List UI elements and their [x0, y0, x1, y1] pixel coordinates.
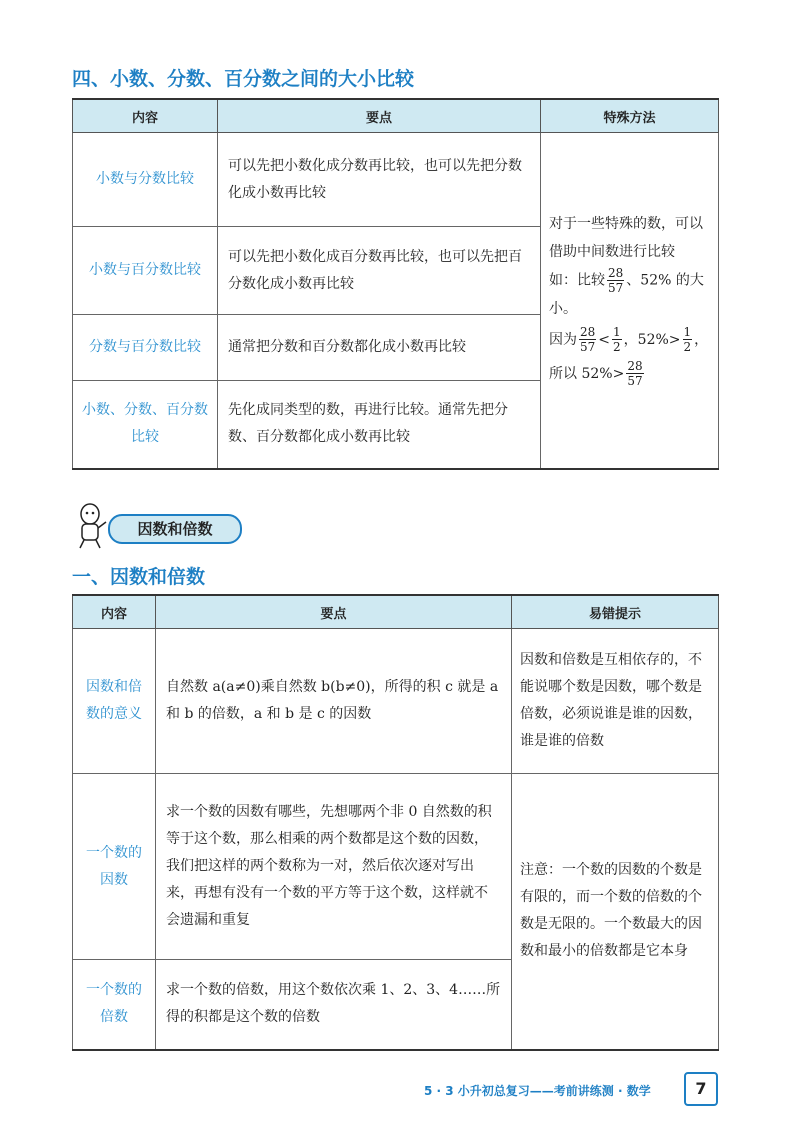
- header-error-tips: 易错提示: [512, 595, 719, 629]
- row-category: 因数和倍数的意义: [73, 629, 156, 774]
- row-category: 小数、分数、百分数比较: [73, 381, 218, 469]
- special-conclusion: 所以 52%> $\frac{28}{57}$: [549, 359, 643, 389]
- row-point: 通常把分数和百分数都化成小数再比较: [218, 315, 541, 381]
- table-row: [73, 774, 719, 960]
- page-number: 7: [684, 1072, 718, 1106]
- section-title-comparison: 四、小数、分数、百分数之间的大小比较: [72, 68, 415, 90]
- table-header-row: [73, 595, 719, 629]
- example-mid: 、52% 的大小。: [549, 272, 704, 317]
- row-point: 自然数 a(a≠0)乘自然数 b(b≠0)，所得的积 c 就是 a 和 b 的倍数，a 和 b 是 c 的因数: [156, 629, 512, 774]
- merged-tip: 注意：一个数的因数的个数是有限的，而一个数的倍数的个数是无限的。一个数最大的因数和最小的倍数都是它本身: [512, 774, 719, 1050]
- header-content: 内容: [73, 595, 156, 629]
- badge-label: 因数和倍数: [108, 514, 242, 544]
- special-method-cell: [541, 133, 719, 469]
- row-category: 一个数的因数: [73, 774, 156, 960]
- row-category: 一个数的倍数: [73, 960, 156, 1050]
- row-point: 可以先把小数化成分数再比较，也可以先把分数化成小数再比较: [218, 133, 541, 227]
- row-point: 求一个数的倍数，用这个数依次乘 1、2、3、4……所得的积都是这个数的倍数: [156, 960, 512, 1050]
- row-point: 求一个数的因数有哪些，先想哪两个非 0 自然数的积等于这个数，那么相乘的两个数都是这个数的因数，我们把这样的两个数称为一对，然后依次逐对写出来，再想有没有一个数的平方等于这个数，这样就不会遗漏和重复: [156, 774, 512, 960]
- section-title-factors: 一、因数和倍数: [72, 566, 206, 588]
- footer-text: 5 · 3 小升初总复习——考前讲练测 · 数学: [424, 1084, 651, 1098]
- special-because: 因为 $\frac{28}{57}$ < $\frac{1}{2}$ ，52%> $\frac{1}{2}$ ，: [549, 325, 709, 355]
- row-category: 小数与百分数比较: [73, 227, 218, 315]
- table-row: [73, 133, 719, 227]
- row-category: 小数与分数比较: [73, 133, 218, 227]
- table-row: [73, 629, 719, 774]
- row-point: 可以先把小数化成百分数再比较，也可以先把百分数化成小数再比较: [218, 227, 541, 315]
- factors-table: [72, 594, 719, 1051]
- table-header-row: [73, 99, 719, 133]
- comparison-table: [72, 98, 719, 470]
- row-tip: 因数和倍数是互相依存的，不能说哪个数是因数，哪个数是倍数，必须说谁是谁的因数，谁是谁的倍数: [512, 629, 719, 774]
- header-key-points: 要点: [156, 595, 512, 629]
- special-intro: 对于一些特殊的数，可以借助中间数进行比较: [549, 215, 703, 260]
- row-category: 分数与百分数比较: [73, 315, 218, 381]
- section-badge: [68, 500, 258, 550]
- special-example: [549, 266, 710, 323]
- header-content: 内容: [73, 99, 218, 133]
- header-special-method: 特殊方法: [541, 99, 719, 133]
- example-prefix: 如：比较: [549, 272, 605, 289]
- header-key-points: 要点: [218, 99, 541, 133]
- fraction-28-57: $\frac{28}{57}$: [608, 265, 624, 295]
- row-point: 先化成同类型的数，再进行比较。通常先把分数、百分数都化成小数再比较: [218, 381, 541, 469]
